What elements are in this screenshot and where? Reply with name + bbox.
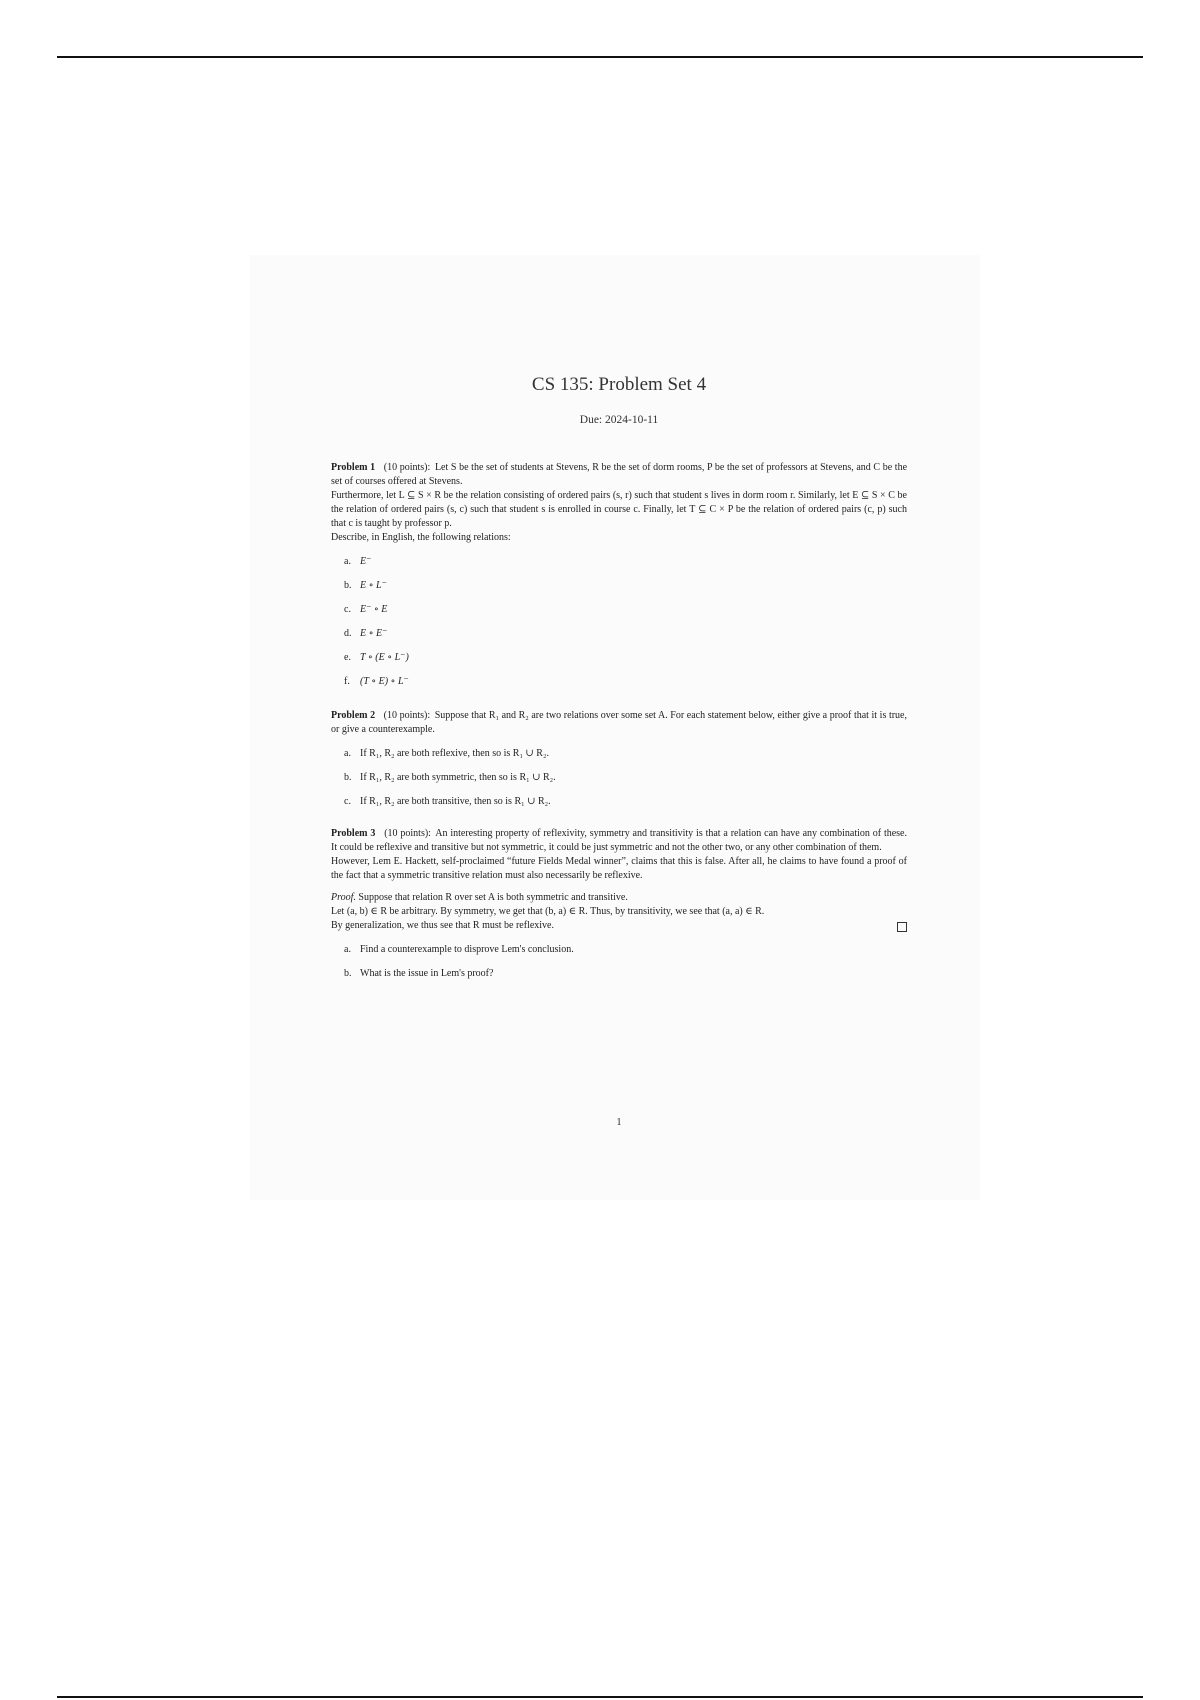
list-item [344, 747, 907, 761]
problem-3-item-list [331, 943, 907, 981]
bottom-border-rule [57, 1696, 1143, 1698]
problem-1-intro [331, 461, 907, 489]
item-label: e. [344, 652, 351, 663]
item-text: E⁻ [360, 556, 372, 567]
item-text: T ∘ (E ∘ L⁻) [360, 652, 409, 663]
list-item [344, 651, 907, 665]
item-text: If R₁, R₂ are both symmetric, then so is R₁ ∪ R₂. [360, 772, 556, 783]
problem-3-intro [331, 827, 907, 855]
item-text: (T ∘ E) ∘ L⁻ [360, 676, 409, 687]
problem-3 [331, 827, 907, 981]
problem-2 [331, 709, 907, 809]
problem-3-paragraph-2: However, Lem E. Hackett, self-proclaimed “future Fields Medal winner”, claims that this is false. After all, he claims to have found a proof of the fact that a symmetric transitive relation must also necessarily be reflexive. [331, 856, 907, 881]
problem-3-heading: Problem 3 [331, 828, 376, 839]
problem-2-intro [331, 709, 907, 737]
item-text: E ∘ E⁻ [360, 628, 388, 639]
item-text: Find a counterexample to disprove Lem's conclusion. [360, 944, 574, 955]
document-title: CS 135: Problem Set 4 [531, 374, 707, 395]
proof-line-1 [331, 891, 907, 905]
due-date: Due: 2024-10-11 [579, 414, 659, 426]
item-text: E⁻ ∘ E [360, 604, 388, 615]
item-label: b. [344, 968, 352, 979]
proof-line-2: Let (a, b) ∈ R be arbitrary. By symmetry, we get that (b, a) ∈ R. Thus, by transitivity, we see that (a, a) ∈ R. [331, 906, 765, 917]
item-text: What is the issue in Lem's proof? [360, 968, 494, 979]
item-label: c. [344, 604, 351, 615]
item-label: a. [344, 748, 351, 759]
qed-box-icon [897, 922, 907, 932]
item-label: a. [344, 944, 351, 955]
item-label: b. [344, 772, 352, 783]
item-label: b. [344, 580, 352, 591]
item-text: E ∘ L⁻ [360, 580, 387, 591]
problem-1-heading: Problem 1 [331, 462, 376, 473]
proof-line-3 [331, 919, 907, 933]
list-item [344, 967, 907, 981]
problem-1-paragraph-2: Furthermore, let L ⊆ S × R be the relation consisting of ordered pairs (s, r) such that student s lives in dorm room r. Similarly, let E ⊆ S × C be the relation of ordered pairs (s, c) such that student s is enrolled in course c. Finally, let T ⊆ C × P be the relation of ordered pairs (c, p) such that c is taught by professor p. [331, 490, 907, 529]
problem-2-heading: Problem 2 [331, 710, 376, 721]
problem-3-paragraph-1: An interesting property of reflexivity, symmetry and transitivity is that a relation can have any combination of these. It could be reflexive and transitive but not symmetric, it could be just symmetric and not the other two, or any other combination of them. [331, 828, 907, 853]
proof-block [331, 891, 907, 933]
problem-2-paragraph-1: Suppose that R₁ and R₂ are two relations over some set A. For each statement below, either give a proof that it is true, or give a counterexample. [331, 710, 907, 735]
problem-1-paragraph-3: Describe, in English, the following relations: [331, 532, 511, 543]
proof-label: Proof. [331, 892, 356, 903]
list-item [344, 579, 907, 593]
problem-2-item-list [331, 747, 907, 809]
list-item [344, 603, 907, 617]
problem-3-points: (10 points): [384, 828, 431, 839]
proof-text-1: Suppose that relation R over set A is both symmetric and transitive. [358, 892, 628, 903]
list-item [344, 555, 907, 569]
item-text: If R₁, R₂ are both reflexive, then so is R₁ ∪ R₂. [360, 748, 549, 759]
problem-1-points: (10 points): [383, 462, 431, 473]
item-label: c. [344, 796, 351, 807]
item-label: a. [344, 556, 351, 567]
page-number: 1 [616, 1117, 622, 1128]
item-label: d. [344, 628, 352, 639]
item-text: If R₁, R₂ are both transitive, then so is R₁ ∪ R₂. [360, 796, 551, 807]
list-item [344, 627, 907, 641]
list-item [344, 943, 907, 957]
proof-text-3: By generalization, we thus see that R must be reflexive. [331, 920, 554, 931]
top-border-rule [57, 56, 1143, 58]
problem-1-item-list [331, 555, 907, 689]
problem-1 [331, 461, 907, 689]
list-item [344, 675, 907, 689]
list-item [344, 795, 907, 809]
problem-1-paragraph-1: Let S be the set of students at Stevens, R be the set of dorm rooms, P be the set of professors at Stevens, and C be the set of courses offered at Stevens. [331, 462, 908, 487]
problem-2-points: (10 points): [383, 710, 431, 721]
list-item [344, 771, 907, 785]
item-label: f. [344, 676, 350, 687]
